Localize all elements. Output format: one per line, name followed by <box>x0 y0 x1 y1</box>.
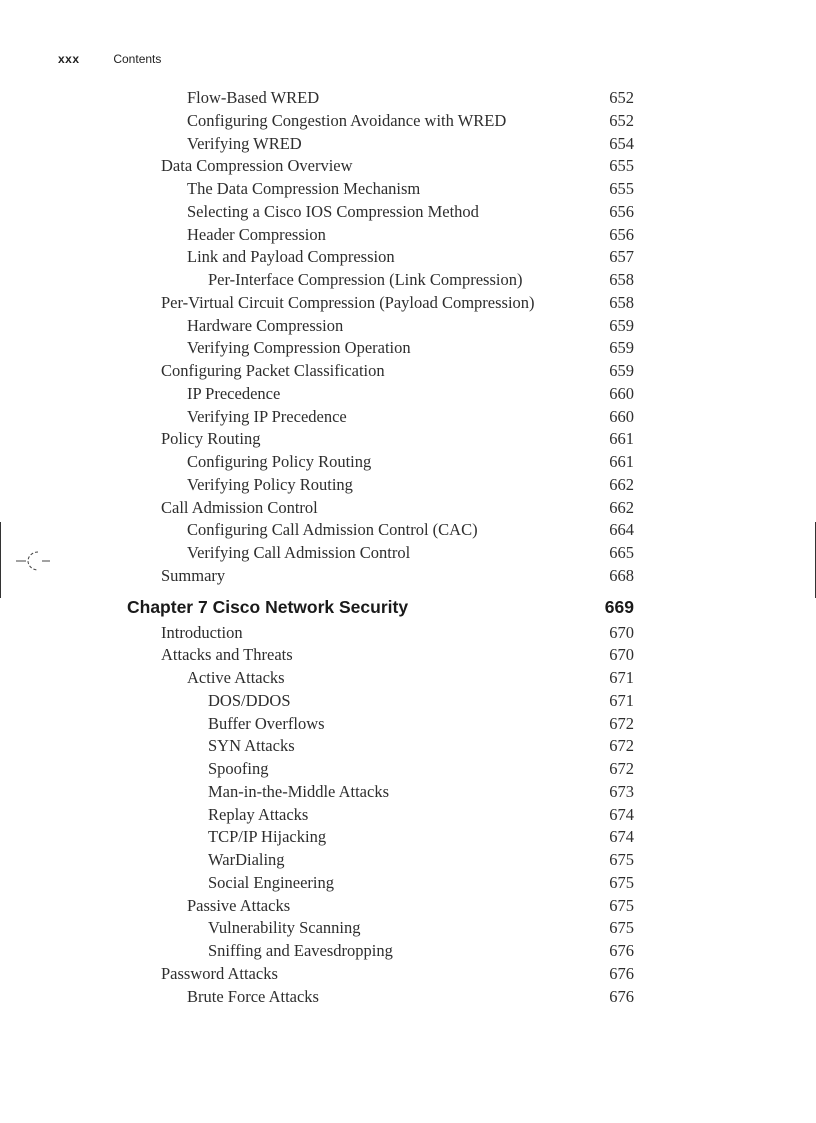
toc-entry <box>0 269 816 292</box>
toc-entry <box>0 360 816 383</box>
toc-entry-page: 673 <box>609 781 634 801</box>
toc-entry-page: 674 <box>609 827 634 847</box>
toc-entry <box>0 735 816 758</box>
toc-entry <box>0 917 816 940</box>
toc-entry-title: Verifying Policy Routing <box>187 474 353 494</box>
toc-entry-page: 654 <box>609 133 634 153</box>
toc-entry <box>0 849 816 872</box>
toc-entry <box>0 451 816 474</box>
toc-entry <box>0 224 816 247</box>
toc-entry <box>0 383 816 406</box>
toc-entry-title: Per-Virtual Circuit Compression (Payload Compression) <box>161 292 535 312</box>
table-of-contents <box>0 87 816 1008</box>
toc-entry <box>0 474 816 497</box>
toc-entry-title: DOS/DDOS <box>208 690 291 710</box>
toc-entry-page: 674 <box>609 804 634 824</box>
toc-entry-title: Verifying IP Precedence <box>187 406 347 426</box>
toc-entry-title: Brute Force Attacks <box>187 986 319 1006</box>
toc-entry-page: 662 <box>609 497 634 517</box>
toc-entry <box>0 87 816 110</box>
toc-entry-page: 658 <box>609 292 634 312</box>
toc-entry <box>0 565 816 588</box>
toc-entry-page: 669 <box>604 596 634 617</box>
toc-entry <box>0 872 816 895</box>
running-head <box>58 52 161 66</box>
toc-entry <box>0 713 816 736</box>
toc-entry-title: Attacks and Threats <box>161 645 293 665</box>
toc-entry <box>0 201 816 224</box>
toc-entry-page: 660 <box>609 406 634 426</box>
toc-entry <box>0 758 816 781</box>
toc-entry <box>0 804 816 827</box>
toc-entry-page: 670 <box>609 645 634 665</box>
toc-entry-title: Buffer Overflows <box>208 713 325 733</box>
toc-entry-title: Data Compression Overview <box>161 156 353 176</box>
toc-entry-page: 676 <box>609 986 634 1006</box>
toc-entry <box>0 246 816 269</box>
toc-entry <box>0 497 816 520</box>
toc-entry-page: 668 <box>609 565 634 585</box>
toc-entry-page: 675 <box>609 918 634 938</box>
toc-entry-title: Verifying WRED <box>187 133 302 153</box>
toc-entry <box>0 133 816 156</box>
toc-entry-page: 672 <box>609 713 634 733</box>
toc-entry-title: Spoofing <box>208 759 269 778</box>
toc-entry-page: 659 <box>609 315 634 335</box>
toc-entry-page: 675 <box>609 895 634 915</box>
toc-entry-title: Per-Interface Compression (Link Compression) <box>208 270 523 289</box>
toc-entry-title: Selecting a Cisco IOS Compression Method <box>187 201 479 221</box>
toc-entry <box>0 826 816 849</box>
toc-entry-title: Verifying Call Admission Control <box>187 543 411 562</box>
toc-entry-title: Social Engineering <box>208 872 335 892</box>
toc-entry-title: Header Compression <box>187 224 326 244</box>
toc-entry-page: 676 <box>609 963 634 983</box>
toc-entry-title: Summary <box>161 565 226 585</box>
toc-entry-page: 655 <box>609 156 634 176</box>
toc-entry <box>0 178 816 201</box>
toc-entry <box>0 690 816 713</box>
toc-entry-title: Replay Attacks <box>208 804 309 824</box>
toc-entry-page: 672 <box>609 736 634 756</box>
toc-entry-page: 652 <box>609 110 634 130</box>
toc-entry <box>0 292 816 315</box>
toc-entry-title: Chapter 7 Cisco Network Security <box>127 596 409 617</box>
toc-entry-title: Man-in-the-Middle Attacks <box>208 781 390 801</box>
running-head-section: Contents <box>113 52 162 66</box>
toc-entry-page: 670 <box>609 622 634 642</box>
toc-entry-title: Password Attacks <box>161 963 278 983</box>
toc-entry-title: Call Admission Control <box>161 497 318 517</box>
toc-entry-page: 662 <box>609 474 634 494</box>
toc-entry <box>0 428 816 451</box>
toc-entry <box>0 781 816 804</box>
toc-entry-title: WarDialing <box>208 850 285 869</box>
toc-entry-title: Passive Attacks <box>187 895 291 915</box>
toc-entry-page: 671 <box>609 690 634 710</box>
toc-entry-page: 657 <box>609 247 634 267</box>
toc-chapter-entry <box>0 592 816 622</box>
toc-entry-page: 658 <box>609 270 634 289</box>
toc-entry <box>0 519 816 542</box>
toc-entry-title: Configuring Packet Classification <box>161 361 385 380</box>
toc-entry-title: TCP/IP Hijacking <box>208 827 327 847</box>
toc-entry-title: SYN Attacks <box>208 736 295 756</box>
toc-entry-title: Link and Payload Compression <box>187 247 395 267</box>
toc-entry-page: 675 <box>609 872 634 892</box>
toc-entry-page: 656 <box>609 201 634 221</box>
toc-entry <box>0 986 816 1009</box>
toc-entry-title: Policy Routing <box>161 429 261 449</box>
toc-entry-page: 664 <box>609 520 634 540</box>
toc-entry-title: Flow-Based WRED <box>187 88 320 107</box>
toc-entry-page: 652 <box>609 88 634 107</box>
toc-entry <box>0 110 816 133</box>
toc-entry <box>0 542 816 565</box>
toc-entry <box>0 337 816 360</box>
toc-entry <box>0 895 816 918</box>
toc-entry-page: 660 <box>609 383 634 403</box>
toc-entry <box>0 406 816 429</box>
toc-entry-title: Hardware Compression <box>187 315 344 335</box>
toc-entry-page: 655 <box>609 179 634 198</box>
toc-entry <box>0 155 816 178</box>
toc-entry-title: Configuring Call Admission Control (CAC) <box>187 520 478 540</box>
toc-entry-page: 659 <box>609 338 634 358</box>
toc-entry-title: Configuring Policy Routing <box>187 452 372 471</box>
toc-entry-title: Introduction <box>161 622 243 642</box>
toc-entry-page: 671 <box>609 668 634 687</box>
toc-entry-title: IP Precedence <box>187 383 281 403</box>
toc-entry-title: The Data Compression Mechanism <box>187 179 421 198</box>
toc-entry <box>0 622 816 645</box>
toc-entry-title: Vulnerability Scanning <box>208 918 361 938</box>
toc-entry <box>0 315 816 338</box>
toc-entry-page: 661 <box>609 429 634 449</box>
page-folio: xxx <box>58 52 80 66</box>
toc-entry-title: Configuring Congestion Avoidance with WRED <box>187 110 507 130</box>
toc-entry-title: Verifying Compression Operation <box>187 338 411 358</box>
toc-entry-page: 656 <box>609 224 634 244</box>
toc-entry-page: 676 <box>609 941 634 960</box>
toc-entry-page: 659 <box>609 361 634 380</box>
toc-entry-page: 672 <box>609 759 634 778</box>
toc-entry-page: 661 <box>609 452 634 471</box>
toc-entry <box>0 963 816 986</box>
toc-entry <box>0 644 816 667</box>
toc-entry-title: Active Attacks <box>187 668 285 687</box>
toc-entry <box>0 940 816 963</box>
toc-entry-title: Sniffing and Eavesdropping <box>208 941 393 960</box>
toc-entry-page: 665 <box>609 543 634 562</box>
toc-entry-page: 675 <box>609 850 634 869</box>
toc-entry <box>0 667 816 690</box>
